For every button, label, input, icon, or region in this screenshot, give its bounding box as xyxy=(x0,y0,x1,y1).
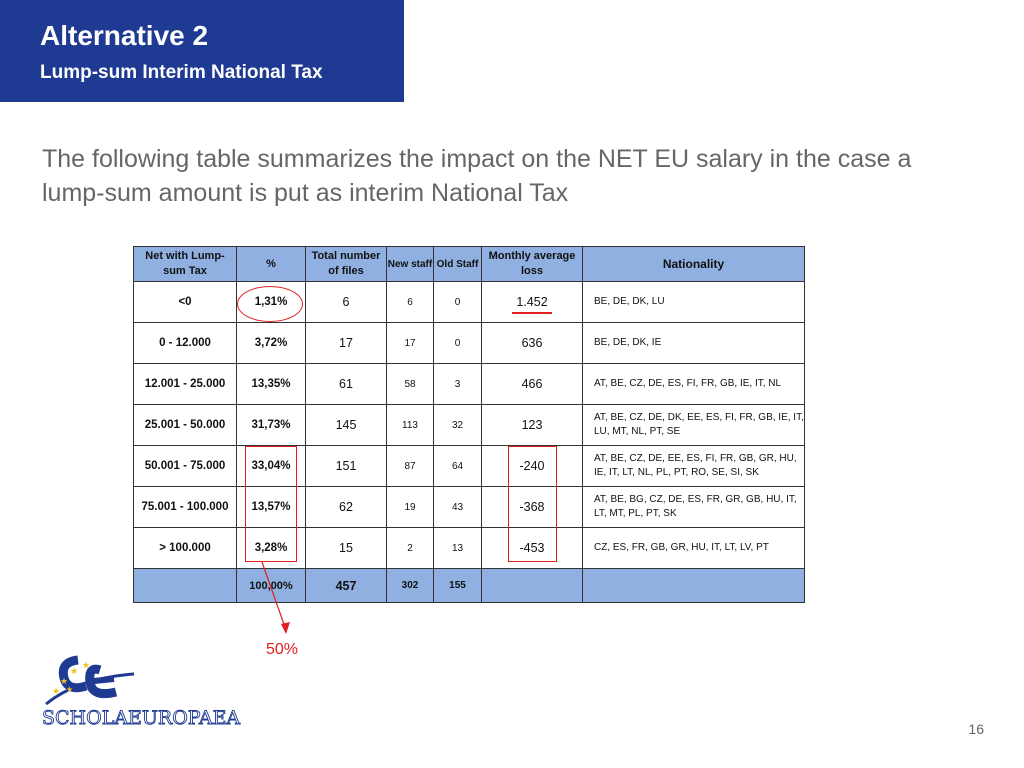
cell-total: 6 xyxy=(306,282,387,323)
cell-percent: 1,31% xyxy=(237,282,306,323)
cell-range: 25.001 - 50.000 xyxy=(134,405,237,446)
total-cell-percent: 100,00% xyxy=(237,569,306,603)
cell-new-staff: 17 xyxy=(387,323,434,364)
cell-old-staff: 13 xyxy=(434,528,482,569)
total-cell-new-staff: 302 xyxy=(387,569,434,603)
cell-range: 0 - 12.000 xyxy=(134,323,237,364)
col-header-nationality: Nationality xyxy=(583,247,805,282)
cell-total: 62 xyxy=(306,487,387,528)
col-header-old-staff: Old Staff xyxy=(434,247,482,282)
annotation-label: 50% xyxy=(266,641,299,658)
cell-percent: 13,35% xyxy=(237,364,306,405)
cell-range: <0 xyxy=(134,282,237,323)
total-cell-files: 457 xyxy=(306,569,387,603)
cell-old-staff: 64 xyxy=(434,446,482,487)
cell-total: 145 xyxy=(306,405,387,446)
cell-old-staff: 32 xyxy=(434,405,482,446)
cell-range: > 100.000 xyxy=(134,528,237,569)
col-header-percent: % xyxy=(237,247,306,282)
cell-old-staff: 0 xyxy=(434,323,482,364)
slide-subtitle: Lump-sum Interim National Tax xyxy=(40,62,323,83)
cell-total: 151 xyxy=(306,446,387,487)
cell-range: 50.001 - 75.000 xyxy=(134,446,237,487)
intro-text: The following table summarizes the impact on the NET EU salary in the case a lump-sum amount is put as interim National Tax xyxy=(42,145,912,207)
cell-old-staff: 3 xyxy=(434,364,482,405)
cell-nationality: CZ, ES, FR, GB, GR, HU, IT, LT, LV, PT xyxy=(583,528,805,569)
slide-title: Alternative 2 xyxy=(40,20,209,51)
cell-nationality: AT, BE, BG, CZ, DE, ES, FR, GR, GB, HU, IT, LT, MT, PL, PT, SK xyxy=(583,487,805,528)
svg-text:★: ★ xyxy=(70,667,79,677)
cell-total: 15 xyxy=(306,528,387,569)
cell-nationality: AT, BE, CZ, DE, ES, FI, FR, GB, IE, IT, NL xyxy=(583,364,805,405)
cell-percent: 31,73% xyxy=(237,405,306,446)
cell-new-staff: 2 xyxy=(387,528,434,569)
cell-nationality: BE, DE, DK, IE xyxy=(583,323,805,364)
svg-text:★: ★ xyxy=(82,661,91,671)
svg-text:★: ★ xyxy=(52,687,61,697)
cell-avg-loss: 636 xyxy=(482,323,583,364)
cell-percent: 13,57% xyxy=(237,487,306,528)
cell-old-staff: 43 xyxy=(434,487,482,528)
cell-percent: 3,28% xyxy=(237,528,306,569)
cell-percent: 3,72% xyxy=(237,323,306,364)
cell-avg-loss: -368 xyxy=(482,487,583,528)
cell-nationality: BE, DE, DK, LU xyxy=(583,282,805,323)
cell-range: 75.001 - 100.000 xyxy=(134,487,237,528)
cell-nationality: AT, BE, CZ, DE, EE, ES, FI, FR, GB, GR, HU, IE, IT, LT, NL, PL, PT, RO, SE, SI, SK xyxy=(583,446,805,487)
col-header-avg-loss: Monthly average loss xyxy=(482,247,583,282)
cell-avg-loss: 1.452 xyxy=(482,282,583,323)
cell-avg-loss: 123 xyxy=(482,405,583,446)
svg-text:★: ★ xyxy=(66,685,74,694)
svg-text:SCHOLAEUROPAEA: SCHOLAEUROPAEA xyxy=(42,707,241,729)
cell-range: 12.001 - 25.000 xyxy=(134,364,237,405)
cell-nationality: AT, BE, CZ, DE, DK, EE, ES, FI, FR, GB, IE, IT, LU, MT, NL, PT, SE xyxy=(583,405,805,446)
page-number: 16 xyxy=(968,721,984,737)
cell-new-staff: 87 xyxy=(387,446,434,487)
cell-avg-loss: -453 xyxy=(482,528,583,569)
cell-new-staff: 6 xyxy=(387,282,434,323)
col-header-total: Total number of files xyxy=(306,247,387,282)
cell-new-staff: 58 xyxy=(387,364,434,405)
cell-percent: 33,04% xyxy=(237,446,306,487)
cell-new-staff: 113 xyxy=(387,405,434,446)
cell-old-staff: 0 xyxy=(434,282,482,323)
cell-avg-loss: -240 xyxy=(482,446,583,487)
cell-avg-loss: 466 xyxy=(482,364,583,405)
cell-total: 17 xyxy=(306,323,387,364)
svg-text:★: ★ xyxy=(60,677,69,687)
col-header-range: Net with Lump-sum Tax xyxy=(134,247,237,282)
cell-new-staff: 19 xyxy=(387,487,434,528)
schola-europaea-logo xyxy=(38,648,258,730)
total-cell-old-staff: 155 xyxy=(434,569,482,603)
cell-total: 61 xyxy=(306,364,387,405)
col-header-new-staff: New staff xyxy=(387,247,434,282)
